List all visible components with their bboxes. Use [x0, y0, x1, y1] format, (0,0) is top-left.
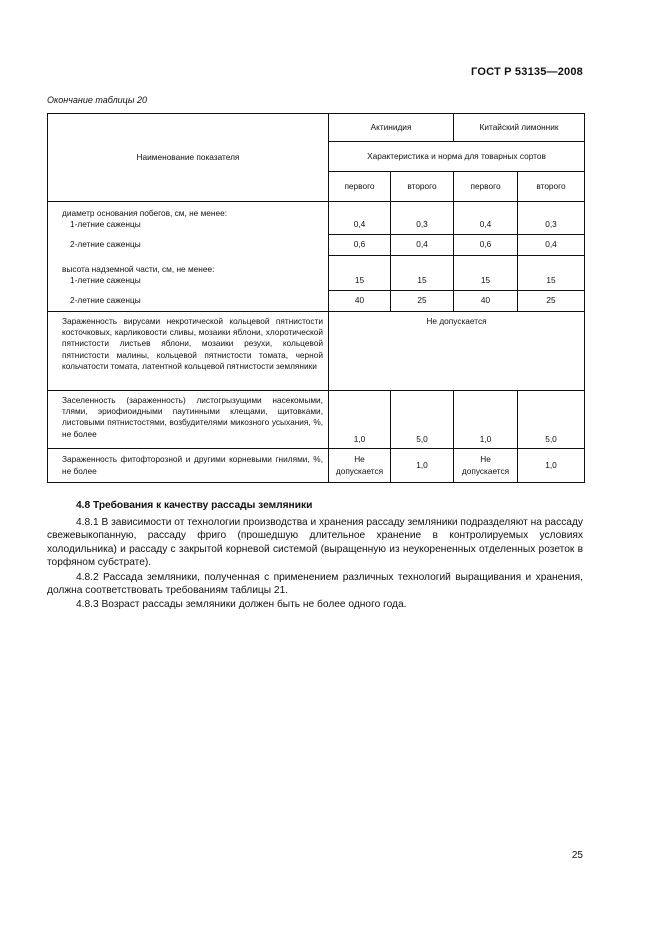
document-code: ГОСТ Р 53135—2008 [471, 66, 583, 78]
table-cell: Не допускается [329, 449, 391, 483]
table-cell: 0,3 [391, 202, 454, 235]
table-cell: 25 [518, 291, 585, 312]
column-header-actinidia: Актинидия [329, 114, 454, 142]
height-title: высота надземной части, см, не менее: [62, 264, 215, 275]
virus-row-label: Зараженность вирусами некротической кольцевой пятнистости косточковых, карликовости сливы, мозаики яблони, хлоротической пятнистости листьев яблони, мозаики резухи, кольцевой пятнистости малины, кольцевой пятнистости томата, черной кольчатости томата, латентной кольцевой пятнистости земляники [48, 312, 329, 391]
grade-second-header: второго [391, 172, 454, 202]
year2-label: 2-летние саженцы [48, 291, 329, 312]
pests-row-label: Заселенность (зараженность) листогрызущими насекомыми, тлями, эриофиоидными паутинными клещами, щитовками, листовыми пятнистостями, возбудителями микозного усыхания, %, не более [48, 391, 329, 449]
paragraph-4-8-3: 4.8.3 Возраст рассады земляники должен быть не более одного года. [76, 599, 407, 610]
height-row [48, 256, 329, 291]
section-title: 4.8 Требования к качеству рассады земляники [76, 500, 313, 511]
table-cell: Не допускается [454, 449, 518, 483]
column-header-parameter: Наименование показателя [48, 114, 329, 202]
table-cell: 5,0 [391, 391, 454, 449]
table-caption: Окончание таблицы 20 [47, 95, 147, 105]
year1-label: 1-летние саженцы [70, 275, 141, 286]
phyto-row-label: Зараженность фитофторозной и другими корневыми гнилями, %, не более [48, 449, 329, 483]
table-cell: 0,4 [329, 202, 391, 235]
table-cell: 40 [329, 291, 391, 312]
table-cell: 0,4 [391, 235, 454, 256]
table-cell: 0,3 [518, 202, 585, 235]
paragraph-4-8-2: 4.8.2 Рассада земляники, полученная с применением различных технологий выращивания и хранения, должна соответствовать требованиям таблицы 21. [47, 572, 583, 597]
table-cell: 25 [391, 291, 454, 312]
table-cell: 1,0 [329, 391, 391, 449]
grade-second-header: второго [518, 172, 585, 202]
table-cell: 15 [454, 256, 518, 291]
table-cell: 0,4 [518, 235, 585, 256]
table-cell: 0,6 [454, 235, 518, 256]
column-subheader: Характеристика и норма для товарных сортов [329, 142, 585, 172]
paragraph-4-8-1: 4.8.1 В зависимости от технологии производства и хранения рассаду земляники подразделяют на рассаду свежевыкопанную, рассаду фриго (прошедшую длительное хранение в контролируемых условиях холодильника) и рассаду с закрытой корневой системой (выращенную из неукорененных отделенных розеток в торфяном субстрате). [47, 517, 583, 569]
grade-first-header: первого [329, 172, 391, 202]
column-header-limonnik: Китайский лимонник [454, 114, 585, 142]
requirements-table [47, 113, 585, 483]
year2-label: 2-летние саженцы [48, 235, 329, 256]
table-cell: 0,4 [454, 202, 518, 235]
table-cell: 40 [454, 291, 518, 312]
diameter-row [48, 202, 329, 235]
year1-label: 1-летние саженцы [70, 219, 141, 230]
table-cell: 1,0 [518, 449, 585, 483]
table-cell: 1,0 [391, 449, 454, 483]
table-cell: 15 [391, 256, 454, 291]
table-cell: 15 [518, 256, 585, 291]
virus-value: Не допускается [329, 312, 585, 391]
table-cell: 0,6 [329, 235, 391, 256]
grade-first-header: первого [454, 172, 518, 202]
diameter-title: диаметр основания побегов, см, не менее: [62, 208, 228, 219]
table-cell: 1,0 [454, 391, 518, 449]
table-cell: 5,0 [518, 391, 585, 449]
table-cell: 15 [329, 256, 391, 291]
page-number: 25 [571, 850, 583, 861]
